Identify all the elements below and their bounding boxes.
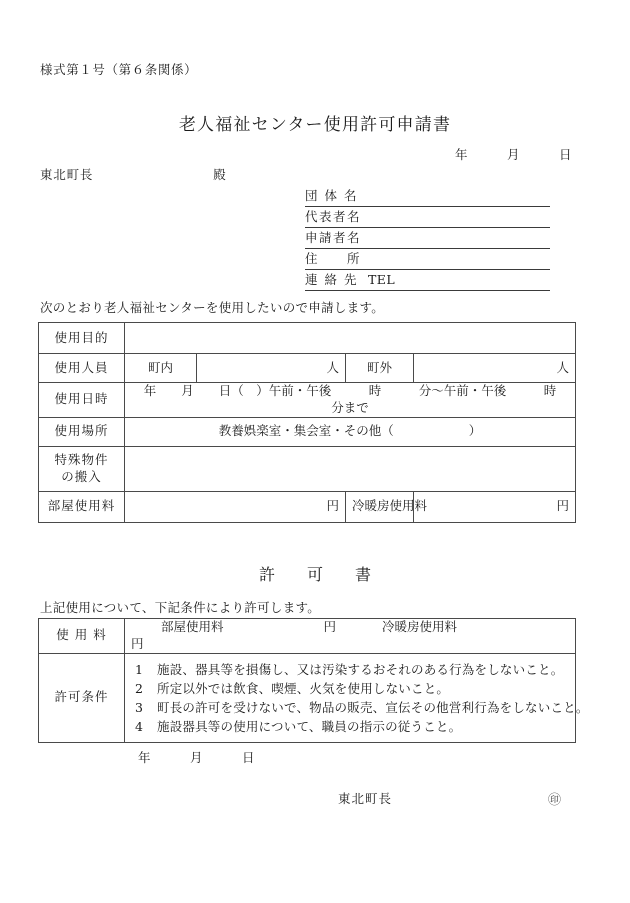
row-label-special-items	[39, 446, 125, 491]
table-row-datetime	[39, 383, 576, 418]
permit-room-fee-label: 部屋使用料	[161, 619, 224, 634]
cell-special-items-value[interactable]	[125, 446, 576, 491]
cell-place-value[interactable]: 教養娯楽室・集会室・その他（ ）	[125, 417, 576, 446]
cell-out-town-value[interactable]: 人	[414, 354, 576, 383]
field-label: 団 体 名	[305, 188, 358, 203]
cell-permit-conditions	[125, 653, 589, 742]
form-number: 様式第１号（第６条関係）	[40, 62, 198, 77]
row-label-place: 使用場所	[39, 417, 125, 446]
condition-text: 町長の許可を受けないで、物品の販売、宣伝その他営利行為をしないこと。	[157, 699, 589, 715]
table-row-fees	[39, 491, 576, 522]
addressee-honorific: 殿	[213, 167, 227, 182]
application-lead-sentence: 次のとおり老人福祉センターを使用したいので申請します。	[40, 300, 385, 315]
seal-icon: ㊞	[548, 793, 562, 808]
condition-number: 3	[135, 699, 144, 715]
table-row-permit-fee	[39, 619, 576, 654]
field-label: 代表者名	[305, 209, 362, 224]
cell-in-town-label: 町内	[125, 354, 197, 383]
permit-room-fee-unit: 円	[323, 619, 337, 634]
field-label-tel: TEL	[367, 272, 396, 287]
table-row-persons	[39, 354, 576, 383]
application-date-line: 年 月 日	[455, 147, 573, 162]
permit-lead-sentence: 上記使用について、下記条件により許可します。	[40, 600, 321, 615]
table-row-special-items	[39, 446, 576, 491]
applicant-field-address[interactable]	[305, 249, 550, 270]
applicant-field-contact-tel[interactable]	[305, 270, 550, 291]
row-label-special-items-line2: の搬入	[61, 468, 102, 484]
cell-permit-fee-values[interactable]	[125, 619, 576, 654]
row-label-room-fee: 部屋使用料	[39, 491, 125, 522]
field-label: 申請者名	[305, 230, 362, 245]
applicant-fields	[305, 186, 550, 291]
permit-signer: 東北町長	[338, 791, 393, 806]
cell-hvac-fee-label: 冷暖房使用料	[346, 491, 414, 522]
application-table	[38, 322, 594, 523]
conditions-list	[131, 657, 589, 739]
condition-text: 施設器具等の使用について、職員の指示の従うこと。	[157, 718, 462, 734]
row-label-purpose: 使用目的	[39, 323, 125, 354]
field-label: 住 所	[305, 251, 362, 266]
cell-purpose-value[interactable]	[125, 323, 576, 354]
applicant-field-group-name[interactable]	[305, 186, 550, 207]
page-title: 老人福祉センター使用許可申請書	[178, 115, 452, 135]
permit-title: 許 可 書	[258, 565, 379, 584]
row-label-persons: 使用人員	[39, 354, 125, 383]
list-item	[131, 660, 569, 679]
cell-hvac-fee-value[interactable]: 円	[414, 491, 576, 522]
list-item	[131, 698, 589, 717]
condition-text: 所定以外では飲食、喫煙、火気を使用しないこと。	[157, 680, 450, 696]
table-row-place	[39, 417, 576, 446]
condition-text: 施設、器具等を損傷し、又は汚染するおそれのある行為をしないこと。	[157, 661, 564, 677]
cell-datetime-value[interactable]: 年 月 日（ ）午前・午後 時 分～午前・午後 時 分まで	[125, 383, 576, 418]
addressee-name: 東北町長	[40, 167, 94, 182]
list-item	[131, 717, 569, 736]
condition-number: 4	[135, 718, 144, 734]
permit-hvac-fee-label: 冷暖房使用料	[382, 619, 458, 634]
row-label-permit-conditions: 許可条件	[39, 653, 125, 742]
condition-number: 1	[135, 661, 144, 677]
condition-number: 2	[135, 680, 144, 696]
addressee-block	[40, 165, 227, 183]
table-row-purpose	[39, 323, 576, 354]
permit-date-line: 年 月 日	[138, 750, 256, 765]
table-row-permit-conditions	[39, 653, 576, 742]
list-item	[131, 679, 569, 698]
row-label-special-items-line1: 特殊物件	[54, 451, 109, 467]
field-label: 連 絡 先	[305, 272, 358, 287]
cell-room-fee-value[interactable]: 円	[125, 491, 346, 522]
cell-in-town-value[interactable]: 人	[197, 354, 346, 383]
cell-out-town-label: 町外	[346, 354, 414, 383]
permit-hvac-fee-unit: 円	[131, 635, 144, 651]
row-label-datetime: 使用日時	[39, 383, 125, 418]
row-label-permit-fee: 使 用 料	[39, 619, 125, 654]
applicant-field-applicant-name[interactable]	[305, 228, 550, 249]
applicant-field-representative-name[interactable]	[305, 207, 550, 228]
permit-table	[38, 618, 589, 743]
